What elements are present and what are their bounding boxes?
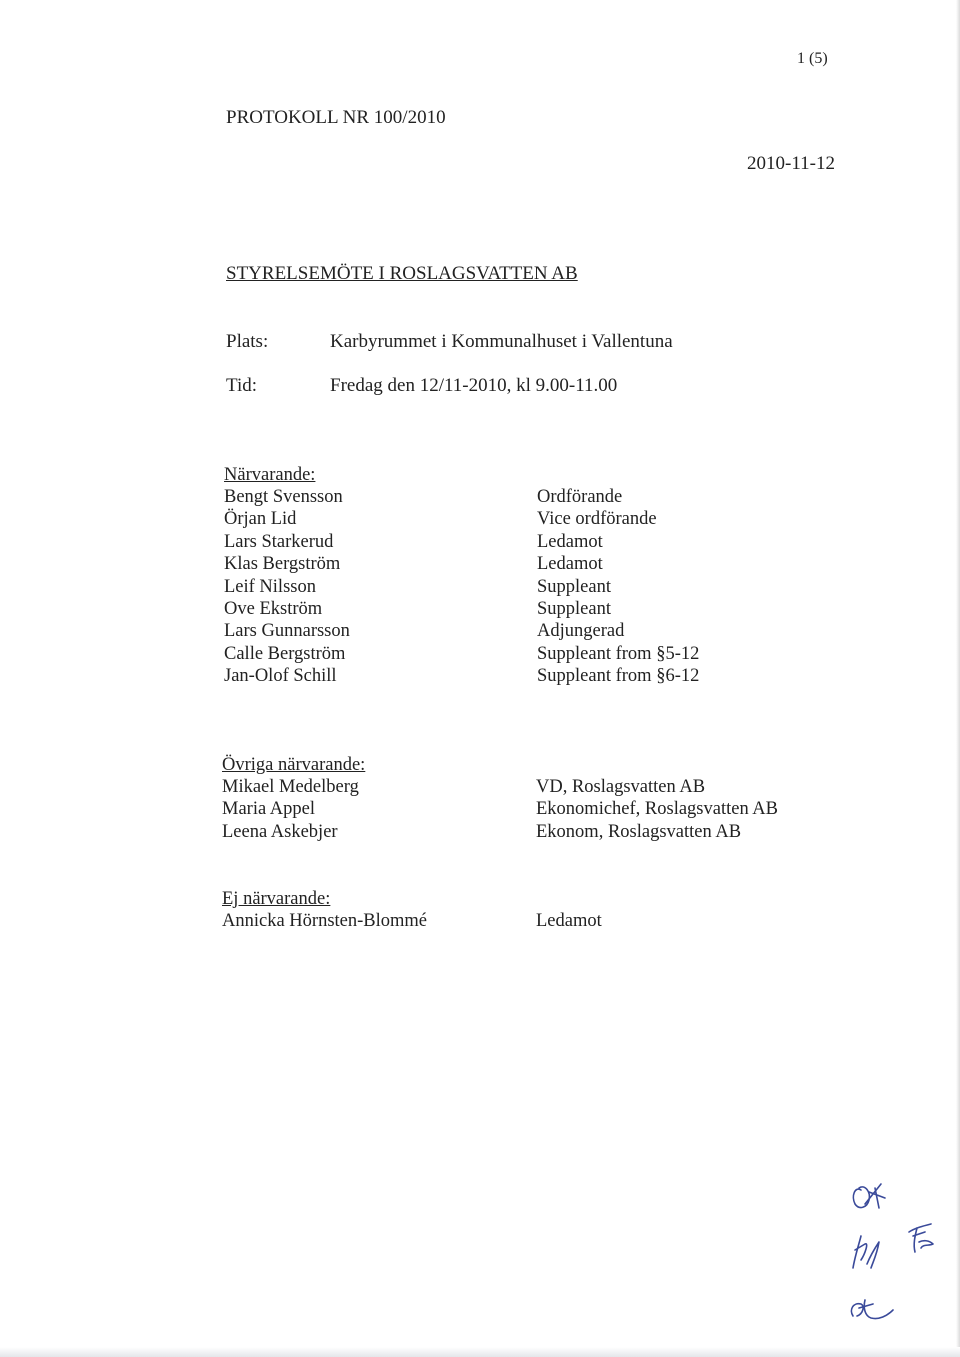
time-label: Tid: (226, 375, 257, 396)
member-name: Ove Ekström (224, 599, 323, 620)
present-roles-column (537, 486, 699, 688)
member-role: Ledamot (537, 531, 603, 552)
member-name: Annicka Hörnsten-Blommé (222, 911, 427, 931)
member-role: Ekonomichef, Roslagsvatten AB (536, 799, 779, 820)
absent-heading: Ej närvarande: (222, 889, 331, 909)
place-label: Plats: (226, 331, 269, 352)
protocol-number: PROTOKOLL NR 100/2010 (226, 107, 446, 128)
member-role: Adjungerad (537, 621, 625, 642)
scan-bottom-edge (0, 1347, 960, 1357)
member-name: Jan-Olof Schill (224, 666, 337, 687)
absent-roles-column (536, 910, 602, 932)
member-name: Klas Bergström (224, 554, 341, 575)
member-role: Ledamot (537, 554, 603, 575)
time-value: Fredag den 12/11-2010, kl 9.00-11.00 (330, 375, 618, 396)
present-heading: Närvarande: (224, 465, 316, 485)
others-present-heading: Övriga närvarande: (222, 755, 366, 775)
absent-names-column (222, 910, 427, 932)
member-role: Suppleant (537, 576, 611, 597)
protocol-date: 2010-11-12 (747, 153, 835, 174)
member-role: Suppleant from §5-12 (537, 643, 700, 664)
member-role: Ledamot (536, 911, 602, 931)
member-role: Vice ordförande (537, 509, 657, 530)
member-name: Bengt Svensson (224, 487, 343, 507)
page-number: 1 (5) (797, 50, 828, 67)
member-name: Leena Askebjer (222, 821, 338, 842)
member-role: Ordförande (537, 487, 623, 507)
member-name: Maria Appel (222, 799, 315, 820)
member-role: Suppleant from §6-12 (537, 666, 700, 687)
others-names-column (222, 776, 359, 843)
present-names-column (224, 486, 350, 688)
member-name: Lars Starkerud (224, 531, 334, 552)
meeting-title: STYRELSEMÖTE I ROSLAGSVATTEN AB (226, 263, 578, 284)
member-name: Calle Bergström (224, 643, 346, 664)
member-role: Suppleant (537, 599, 611, 620)
scan-edge (956, 0, 960, 1357)
member-name: Mikael Medelberg (222, 777, 359, 797)
place-value: Karbyrummet i Kommunalhuset i Vallentuna (330, 331, 673, 352)
member-role: VD, Roslagsvatten AB (536, 777, 706, 797)
member-role: Ekonom, Roslagsvatten AB (536, 821, 742, 842)
handwritten-initials-icon (835, 1170, 945, 1330)
others-roles-column (536, 776, 778, 843)
member-name: Lars Gunnarsson (224, 621, 350, 642)
member-name: Örjan Lid (224, 509, 297, 530)
member-name: Leif Nilsson (224, 576, 316, 597)
